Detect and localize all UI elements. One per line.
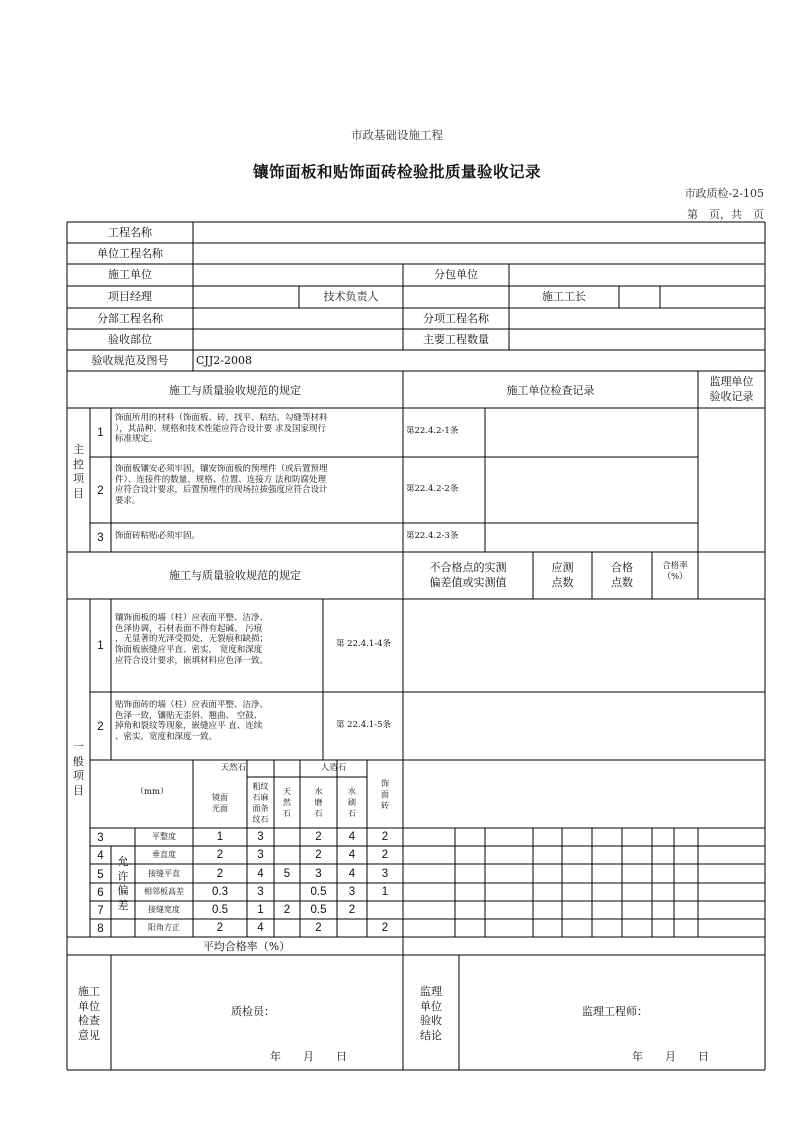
tolerance-row-value: 2 — [315, 922, 322, 934]
general-col-deviation: 不合格点的实测 偏差值或实测值 — [429, 561, 507, 589]
main-col-record: 施工单位检查记录 — [506, 384, 595, 397]
page-info: 第 页，共 页 — [687, 208, 764, 221]
allow-deviation-label: 允 许 偏 差 — [117, 855, 129, 912]
label-project-name: 工程名称 — [108, 226, 152, 239]
tolerance-row-value: 1 — [216, 831, 224, 843]
tolerance-row-value: 2 — [216, 867, 224, 880]
general-item-clause: 第 22.4.1-4条 — [335, 639, 392, 649]
tolerance-row-no: 7 — [97, 905, 104, 917]
tolerance-row-value: 2 — [348, 904, 356, 916]
inspector-label: 质检员： — [231, 1005, 275, 1018]
main-item-clause: 第22.4.2-3条 — [406, 531, 459, 541]
spec-value: CJJ2-2008 — [196, 354, 252, 367]
tolerance-row-no: 8 — [97, 923, 104, 935]
tolerance-row-no: 4 — [97, 850, 104, 862]
tolerance-subheader: 饰 面 砖 — [381, 778, 389, 810]
main-item-text: 饰面砖粘贴必须牢固。 — [115, 531, 201, 541]
label-main-quantity: 主要工程数量 — [423, 333, 489, 346]
header-artificial-stone: 人造石 — [320, 763, 347, 773]
tolerance-row-value: 4 — [348, 831, 356, 843]
tolerance-row-no: 3 — [97, 832, 104, 844]
label-project-manager: 项目经理 — [108, 290, 152, 303]
tolerance-subheader: 水 磨 石 — [314, 787, 323, 818]
general-col-should: 应测 点数 — [551, 561, 574, 589]
tolerance-row-value: 2 — [381, 831, 389, 843]
general-col-pass: 合格 点数 — [611, 561, 633, 589]
tolerance-row-item: 相邻板高差 — [144, 887, 184, 896]
supervisor-label: 监理工程师： — [582, 1005, 648, 1018]
tolerance-row-no: 6 — [97, 887, 104, 899]
tolerance-row-value: 4 — [257, 922, 264, 934]
document-title: 镶饰面板和贴饰面砖检验批质量验收记录 — [252, 163, 541, 181]
label-division-name: 分部工程名称 — [97, 312, 163, 325]
date-right: 年 月 日 — [632, 1050, 709, 1063]
tolerance-row-value: 4 — [257, 867, 264, 880]
main-col-spec: 施工与质量验收规范的规定 — [169, 384, 301, 397]
tolerance-row-value: 2 — [216, 849, 224, 861]
tolerance-row-value: 3 — [315, 867, 322, 880]
tolerance-row-value: 3 — [381, 867, 389, 880]
tolerance-row-value: 3 — [257, 831, 264, 843]
tolerance-row-value: 2 — [283, 904, 291, 916]
label-inspection-part: 验收部位 — [108, 333, 152, 346]
tolerance-row-value: 2 — [216, 922, 224, 934]
tolerance-row-value: 5 — [283, 867, 291, 880]
general-item-clause: 第 22.4.1-5条 — [335, 719, 392, 730]
tolerance-row-value: 0.5 — [212, 904, 228, 916]
tolerance-subheader: 水 刷 石 — [348, 787, 356, 818]
label-technical-lead: 技术负责人 — [323, 290, 379, 303]
tolerance-row-value: 1 — [257, 904, 264, 916]
label-unit-project-name: 单位工程名称 — [97, 247, 163, 260]
tolerance-row-item: 接缝平直 — [148, 868, 180, 878]
footer-left-label: 施工 单位 检查 意见 — [78, 985, 100, 1041]
tolerance-row-value: 1 — [381, 886, 389, 898]
tolerance-row-value: 0.5 — [310, 886, 327, 898]
date-left: 年 月 日 — [270, 1050, 347, 1063]
tolerance-row-item: 阳角方正 — [148, 923, 180, 932]
tolerance-row-value: 2 — [315, 849, 322, 861]
main-item-no: 2 — [97, 484, 104, 497]
tolerance-row-value: 2 — [381, 922, 389, 934]
tolerance-row-value: 4 — [348, 849, 356, 861]
general-group-label: 一 般 项 目 — [73, 740, 84, 797]
tolerance-row-value: 0.5 — [310, 904, 327, 916]
general-item-no: 2 — [97, 720, 104, 733]
tolerance-row-item: 垂直度 — [152, 850, 176, 859]
main-item-no: 1 — [97, 427, 104, 439]
tolerance-row-value: 2 — [315, 831, 322, 843]
tolerance-row-value: 3 — [257, 886, 264, 898]
document-subtitle: 市政基础设施工程 — [351, 128, 443, 142]
general-item-text: 镶饰面板的墙（柱）应表面平整、洁净、 色泽协调，石材表面不得有起碱、 污痕 ，无显著的光泽受损处，无裂痕和缺损； 饰面板嵌缝应平直、密实， 宽度和深度 应符合设计要求，嵌填材料应色泽一致。 — [115, 613, 269, 666]
footer-right-label: 监理 单位 验收 结论 — [420, 985, 442, 1041]
general-col-spec: 施工与质量验收规范的规定 — [169, 569, 301, 582]
tolerance-subheader: 天 然 石 — [283, 787, 291, 818]
general-col-rate: 合格率 （%） — [662, 561, 688, 582]
main-col-supervision: 监理单位 验收记录 — [709, 375, 754, 403]
tolerance-row-value: 2 — [381, 849, 389, 861]
main-group-label: 主 控 项 目 — [73, 443, 84, 500]
main-item-no: 3 — [97, 532, 104, 544]
general-item-text: 贴饰面砖的墙（柱）应表面平整、洁净、 色泽一致，镶贴无歪斜、翘曲、 空鼓、 掉角和裂纹等现象，嵌缝应平 直、连续 、密实，宽度和深度一致。 — [115, 700, 269, 742]
main-item-text: 饰面板镶安必须牢固，镶安饰面板的预埋件（或后置预埋 件）、连接件的数量、规格、位置、连接方 法和防腐处理 应符合设计要求，后置预埋件的现场拉拔强度应符合设计 要求。 — [115, 464, 328, 506]
tolerance-subheader: 粗纹 石麻 面条 纹石 — [252, 781, 269, 824]
tolerance-unit: （mm） — [135, 787, 169, 797]
tolerance-row-item: 平整度 — [152, 832, 176, 841]
tolerance-row-value: 4 — [348, 867, 356, 880]
header-natural-stone: 天然石 — [220, 763, 247, 773]
tolerance-row-value: 0.3 — [212, 886, 228, 898]
average-rate: 平均合格率（%） — [202, 940, 291, 953]
label-subcontractor: 分包单位 — [434, 268, 478, 281]
main-item-clause: 第22.4.2-2条 — [406, 483, 459, 494]
main-item-text: 饰面所用的材料（饰面板、砖，找平、粘结、勾缝等材料 ），其品种、规格和技术性能应符合设计要 求及国家现行 标准规定。 — [115, 413, 328, 445]
label-construction-unit: 施工单位 — [108, 268, 152, 281]
label-subitem-name: 分项工程名称 — [423, 312, 489, 325]
label-foreman: 施工工长 — [542, 290, 586, 303]
tolerance-row-value: 3 — [348, 886, 356, 898]
tolerance-row-item: 接缝宽度 — [148, 905, 180, 914]
tolerance-row-no: 5 — [97, 868, 104, 881]
tolerance-subheader: 镜面 光面 — [212, 792, 228, 813]
tolerance-row-value: 3 — [257, 849, 264, 861]
form-code: 市政质检-2-105 — [684, 187, 764, 200]
label-spec: 验收规范及图号 — [91, 354, 169, 367]
general-item-no: 1 — [97, 640, 104, 652]
main-item-clause: 第22.4.2-1条 — [406, 426, 459, 436]
